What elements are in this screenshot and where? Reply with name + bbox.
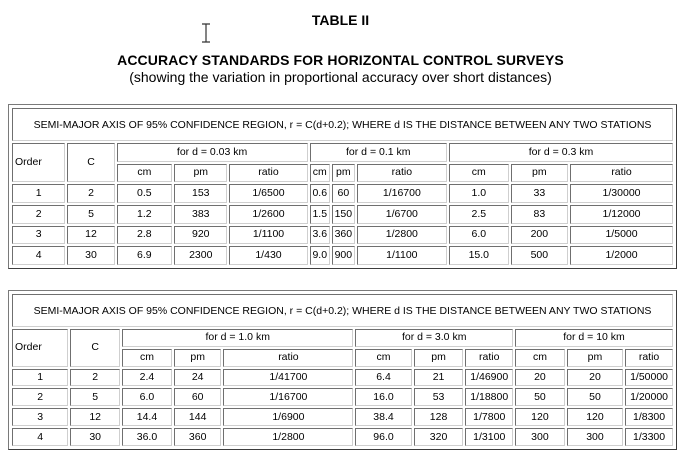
table-row	[12, 408, 673, 426]
table-cell: 5	[70, 388, 120, 406]
unit-header: cm	[515, 349, 565, 367]
table-cell: 4	[12, 246, 65, 265]
table-cell: 1/430	[229, 246, 307, 265]
table-cell: 15.0	[449, 246, 509, 265]
table-cell: 2.4	[122, 369, 172, 387]
table-cell: 2	[12, 388, 68, 406]
unit-header: cm	[310, 164, 331, 183]
table-cell: 153	[174, 184, 227, 203]
unit-header: cm	[117, 164, 172, 183]
table-cell: 900	[332, 246, 355, 265]
table-cell: 1/46900	[465, 369, 513, 387]
table-cell: 1/3100	[465, 428, 513, 446]
table-cell: 38.4	[355, 408, 411, 426]
table-row	[12, 388, 673, 406]
table-cell: 21	[414, 369, 464, 387]
table-cell: 128	[414, 408, 464, 426]
table-cell: 144	[174, 408, 222, 426]
unit-header: ratio	[357, 164, 447, 183]
table-cell: 1/7800	[465, 408, 513, 426]
unit-header: pm	[567, 349, 623, 367]
table-cell: 0.6	[310, 184, 331, 203]
table-cell: 3	[12, 226, 65, 245]
unit-header: ratio	[465, 349, 513, 367]
table-cell: 1/2000	[570, 246, 673, 265]
table-cell: 360	[332, 226, 355, 245]
order-header: Order	[12, 143, 65, 182]
table-cell: 1/1100	[357, 246, 447, 265]
table-cell: 2.5	[449, 205, 509, 224]
table-cell: 1/5000	[570, 226, 673, 245]
accuracy-table-long	[8, 290, 677, 450]
group-header: for d = 1.0 km	[122, 329, 353, 347]
table-cell: 920	[174, 226, 227, 245]
table-cell: 300	[567, 428, 623, 446]
table-cell: 1/30000	[570, 184, 673, 203]
table-cell: 2	[12, 205, 65, 224]
table-cell: 1/50000	[625, 369, 673, 387]
document-heading: ACCURACY STANDARDS FOR HORIZONTAL CONTROL SURVEYS	[117, 52, 564, 68]
table-cell: 1/6700	[357, 205, 447, 224]
table-cell: 2	[70, 369, 120, 387]
accuracy-table-short	[8, 104, 677, 269]
unit-header: pm	[174, 349, 222, 367]
unit-header: pm	[332, 164, 355, 183]
unit-header: cm	[122, 349, 172, 367]
table-cell: 360	[174, 428, 222, 446]
unit-header: ratio	[625, 349, 673, 367]
group-header: for d = 0.03 km	[117, 143, 308, 162]
table-cell: 150	[332, 205, 355, 224]
table-cell: 1/18800	[465, 388, 513, 406]
table-cell: 60	[174, 388, 222, 406]
table-cell: 16.0	[355, 388, 411, 406]
table-cell: 1/20000	[625, 388, 673, 406]
table-cell: 5	[67, 205, 114, 224]
table-row	[12, 226, 673, 245]
table-cell: 120	[567, 408, 623, 426]
table-cell: 6.4	[355, 369, 411, 387]
table-cell: 83	[511, 205, 569, 224]
group-header: for d = 0.1 km	[310, 143, 448, 162]
c-header: C	[67, 143, 114, 182]
table-cell: 60	[332, 184, 355, 203]
table-cell: 9.0	[310, 246, 331, 265]
table-cell: 6.9	[117, 246, 172, 265]
table-cell: 1/3300	[625, 428, 673, 446]
group-header: for d = 0.3 km	[449, 143, 673, 162]
table-cell: 1	[12, 184, 65, 203]
unit-header: ratio	[223, 349, 353, 367]
table-cell: 1/1100	[229, 226, 307, 245]
table-cell: 53	[414, 388, 464, 406]
table-cell: 12	[70, 408, 120, 426]
table-cell: 383	[174, 205, 227, 224]
table-cell: 12	[67, 226, 114, 245]
table-cell: 30	[70, 428, 120, 446]
table-row	[12, 428, 673, 446]
table-cell: 500	[511, 246, 569, 265]
unit-header: pm	[414, 349, 464, 367]
table-cell: 1/2600	[229, 205, 307, 224]
unit-header: cm	[449, 164, 509, 183]
table-cell: 200	[511, 226, 569, 245]
table-cell: 0.5	[117, 184, 172, 203]
table-cell: 50	[567, 388, 623, 406]
table-cell: 1/8300	[625, 408, 673, 426]
table-cell: 1/16700	[223, 388, 353, 406]
table-cell: 14.4	[122, 408, 172, 426]
table-cell: 120	[515, 408, 565, 426]
table-cell: 36.0	[122, 428, 172, 446]
unit-header: ratio	[229, 164, 307, 183]
table-cell: 1/6500	[229, 184, 307, 203]
table-cell: 3	[12, 408, 68, 426]
table-cell: 1/2800	[223, 428, 353, 446]
table-cell: 1/16700	[357, 184, 447, 203]
table-cell: 1/6900	[223, 408, 353, 426]
table-cell: 1.5	[310, 205, 331, 224]
table-cell: 6.0	[122, 388, 172, 406]
table-caption: SEMI-MAJOR AXIS OF 95% CONFIDENCE REGION, r = C(d+0.2); WHERE d IS THE DISTANCE BETWEEN ANY TWO STATIONS	[12, 108, 673, 141]
table-caption: SEMI-MAJOR AXIS OF 95% CONFIDENCE REGION, r = C(d+0.2); WHERE d IS THE DISTANCE BETWEEN ANY TWO STATIONS	[12, 294, 673, 327]
table-cell: 30	[67, 246, 114, 265]
table-title: TABLE II	[311, 12, 370, 28]
table-cell: 96.0	[355, 428, 411, 446]
unit-header: pm	[511, 164, 569, 183]
unit-header: pm	[174, 164, 227, 183]
table-cell: 320	[414, 428, 464, 446]
table-cell: 20	[515, 369, 565, 387]
unit-header: cm	[355, 349, 411, 367]
table-cell: 1.0	[449, 184, 509, 203]
order-header: Order	[12, 329, 68, 367]
c-header: C	[70, 329, 120, 367]
table-cell: 2.8	[117, 226, 172, 245]
table-cell: 6.0	[449, 226, 509, 245]
table-cell: 33	[511, 184, 569, 203]
document-subheading: (showing the variation in proportional accuracy over short distances)	[129, 69, 552, 85]
group-header: for d = 3.0 km	[355, 329, 513, 347]
table-row	[12, 369, 673, 387]
table-cell: 20	[567, 369, 623, 387]
unit-header: ratio	[570, 164, 673, 183]
table-cell: 1	[12, 369, 68, 387]
table-cell: 4	[12, 428, 68, 446]
table-cell: 1.2	[117, 205, 172, 224]
table-cell: 24	[174, 369, 222, 387]
table-cell: 2	[67, 184, 114, 203]
group-header: for d = 10 km	[515, 329, 673, 347]
table-row	[12, 205, 673, 224]
table-cell: 2300	[174, 246, 227, 265]
table-row	[12, 184, 673, 203]
table-cell: 50	[515, 388, 565, 406]
table-cell: 300	[515, 428, 565, 446]
table-row	[12, 246, 673, 265]
table-cell: 1/41700	[223, 369, 353, 387]
table-cell: 1/2800	[357, 226, 447, 245]
table-cell: 3.6	[310, 226, 331, 245]
table-cell: 1/12000	[570, 205, 673, 224]
